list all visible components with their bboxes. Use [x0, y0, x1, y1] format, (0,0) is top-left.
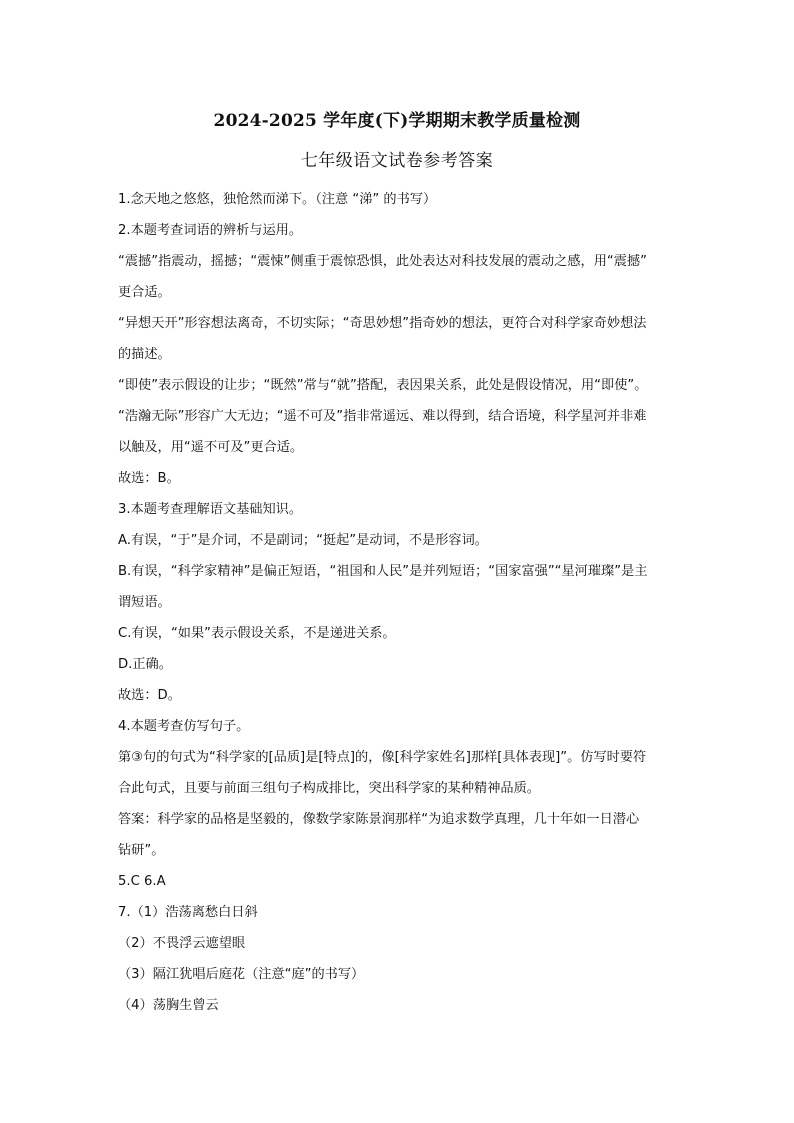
answer-line: （4）荡胸生曾云: [118, 998, 219, 1013]
answer-line: C.有误，“如果”表示假设关系，不是递进关系。: [118, 626, 396, 641]
answer-line: 第③句的句式为“科学家的[品质]是[特点]的，像[科学家姓名]那样[具体表现]”。仿写时要符: [118, 750, 647, 765]
answer-line: （3）隔江犹唱后庭花（注意“庭”的书写）: [118, 967, 365, 982]
answer-line: 1.念天地之悠悠，独怆然而涕下。（注意 “涕” 的书写）: [118, 192, 437, 207]
answer-line: “浩瀚无际”形容广大无边；“遥不可及”指非常遥远、难以得到，结合语境，科学星河并非难: [118, 409, 647, 424]
answer-line: 2.本题考查词语的辨析与运用。: [118, 223, 303, 238]
answer-line: D.正确。: [118, 657, 172, 672]
answer-line: 5.C 6.A: [118, 874, 166, 889]
answer-line: A.有误，“于”是介词，不是副词；“挺起”是动词，不是形容词。: [118, 533, 488, 548]
answer-content: [118, 184, 684, 1021]
answer-line: 钻研”。: [118, 843, 165, 858]
document-subtitle: 七年级语文试卷参考答案: [300, 151, 494, 171]
answer-line: B.有误，“科学家精神”是偏正短语，“祖国和人民”是并列短语；“国家富强”“星河璀璨”是主: [118, 564, 648, 579]
answer-line: “异想天开”形容想法离奇，不切实际；“奇思妙想”指奇妙的想法，更符合对科学家奇妙想法: [118, 316, 647, 331]
answer-line: 4.本题考查仿写句子。: [118, 719, 250, 734]
answer-line: 3.本题考查理解语文基础知识。: [118, 502, 303, 517]
answer-line: “即使”表示假设的让步；“既然”常与“就”搭配，表因果关系，此处是假设情况，用“即使”。: [118, 378, 648, 393]
answer-line: 答案：科学家的品格是坚毅的，像数学家陈景润那样“为追求数学真理，几十年如一日潜心: [118, 812, 640, 827]
answer-line: 故选：D。: [118, 688, 181, 703]
answer-line: “震撼”指震动，摇撼；“震悚”侧重于震惊恐惧，此处表达对科技发展的震动之感，用“震撼”: [118, 254, 647, 269]
answer-line: 更合适。: [118, 285, 171, 300]
answer-line: 7.（1）浩荡离愁白日斜: [118, 905, 258, 920]
answer-line: （2）不畏浮云遮望眼: [118, 936, 246, 951]
answer-line: 谓短语。: [118, 595, 171, 610]
answer-line: 以触及，用“遥不可及”更合适。: [118, 440, 304, 455]
answer-line: 的描述。: [118, 347, 171, 362]
answer-line: 故选：B。: [118, 471, 180, 486]
document-title: 2024-2025 学年度(下)学期期末教学质量检测: [213, 111, 581, 131]
answer-line: 合此句式，且要与前面三组句子构成排比，突出科学家的某种精神品质。: [118, 781, 540, 796]
